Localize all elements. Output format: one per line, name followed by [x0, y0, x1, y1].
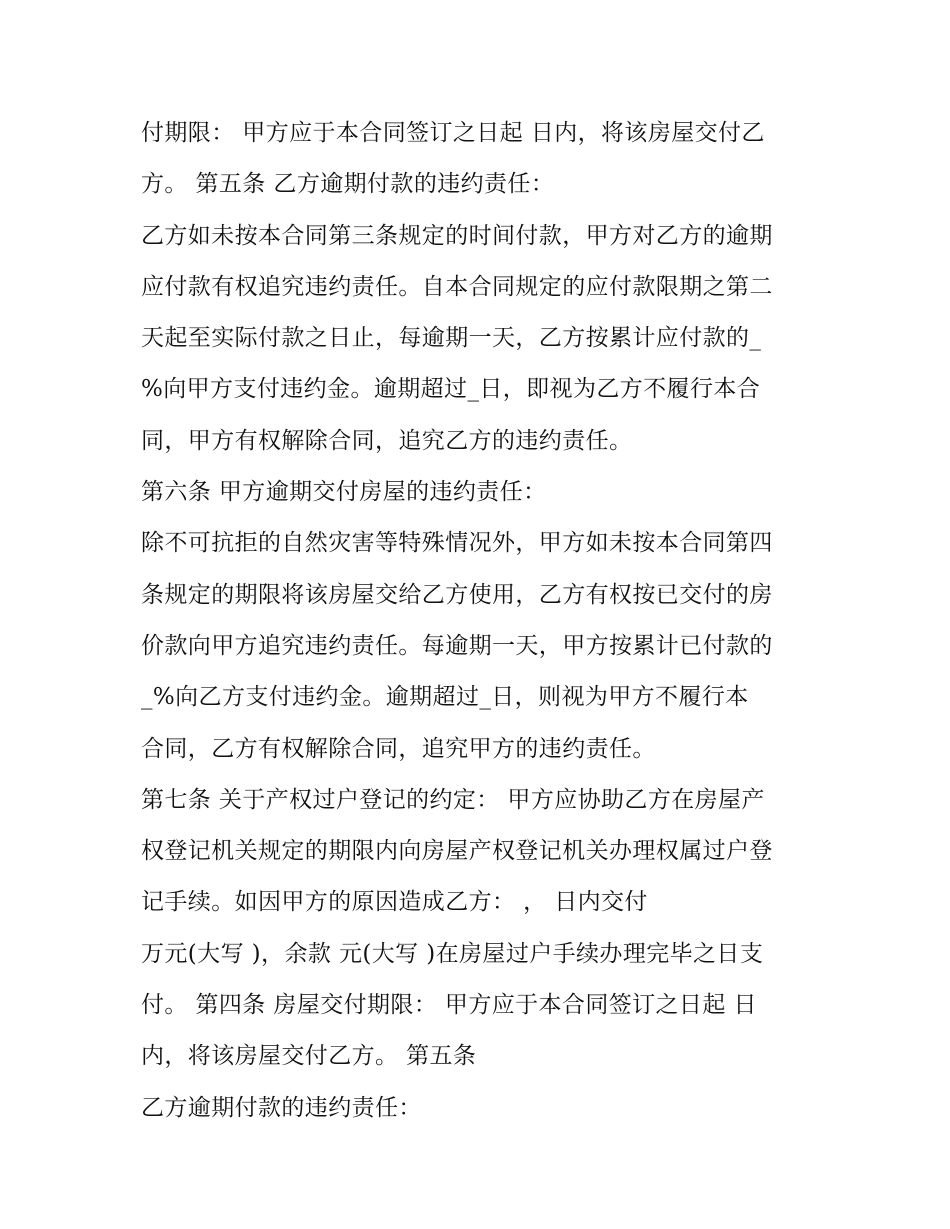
text-line: _%向乙方支付违约金。逾期超过_日，则视为甲方不履行本: [141, 684, 749, 711]
document-body: [141, 108, 821, 1134]
text-line: %向甲方支付违约金。逾期超过_日，即视为乙方不履行本合: [141, 376, 761, 403]
text-line: 方。 第五条 乙方逾期付款的违约责任：: [141, 171, 555, 198]
text-line: 万元(大写 )，余款 元(大写 )在房屋过户手续办理完毕之日支: [141, 940, 764, 967]
text-line: 合同，乙方有权解除合同，追究甲方的违约责任。: [141, 735, 656, 762]
text-line: 第六条 甲方逾期交付房屋的违约责任：: [141, 479, 547, 506]
text-line: 条规定的期限将该房屋交给乙方使用，乙方有权按已交付的房: [141, 581, 773, 608]
text-line: 除不可抗拒的自然灾害等特殊情况外，甲方如未按本合同第四: [141, 530, 773, 557]
text-line: 同，甲方有权解除合同，追究乙方的违约责任。: [141, 427, 633, 454]
text-line: 乙方如未按本合同第三条规定的时间付款，甲方对乙方的逾期: [141, 222, 773, 249]
text-line: 记手续。如因甲方的原因造成乙方： ， 日内交付: [141, 889, 648, 916]
text-line: 付。 第四条 房屋交付期限： 甲方应于本合同签订之日起 日: [141, 992, 757, 1019]
text-line: 天起至实际付款之日止，每逾期一天，乙方按累计应付款的_: [141, 325, 762, 352]
text-line: 内，将该房屋交付乙方。 第五条: [141, 1043, 477, 1070]
text-line: 价款向甲方追究违约责任。每逾期一天，甲方按累计已付款的: [141, 632, 773, 659]
text-line: 乙方逾期付款的违约责任：: [141, 1094, 422, 1121]
text-line: 应付款有权追究违约责任。自本合同规定的应付款限期之第二: [141, 273, 773, 300]
text-line: 付期限： 甲方应于本合同签订之日起 日内，将该房屋交付乙: [141, 120, 765, 146]
text-line: 权登记机关规定的期限内向房屋产权登记机关办理权属过户登: [141, 838, 773, 865]
text-line: 第七条 关于产权过户登记的约定： 甲方应协助乙方在房屋产: [141, 786, 765, 813]
